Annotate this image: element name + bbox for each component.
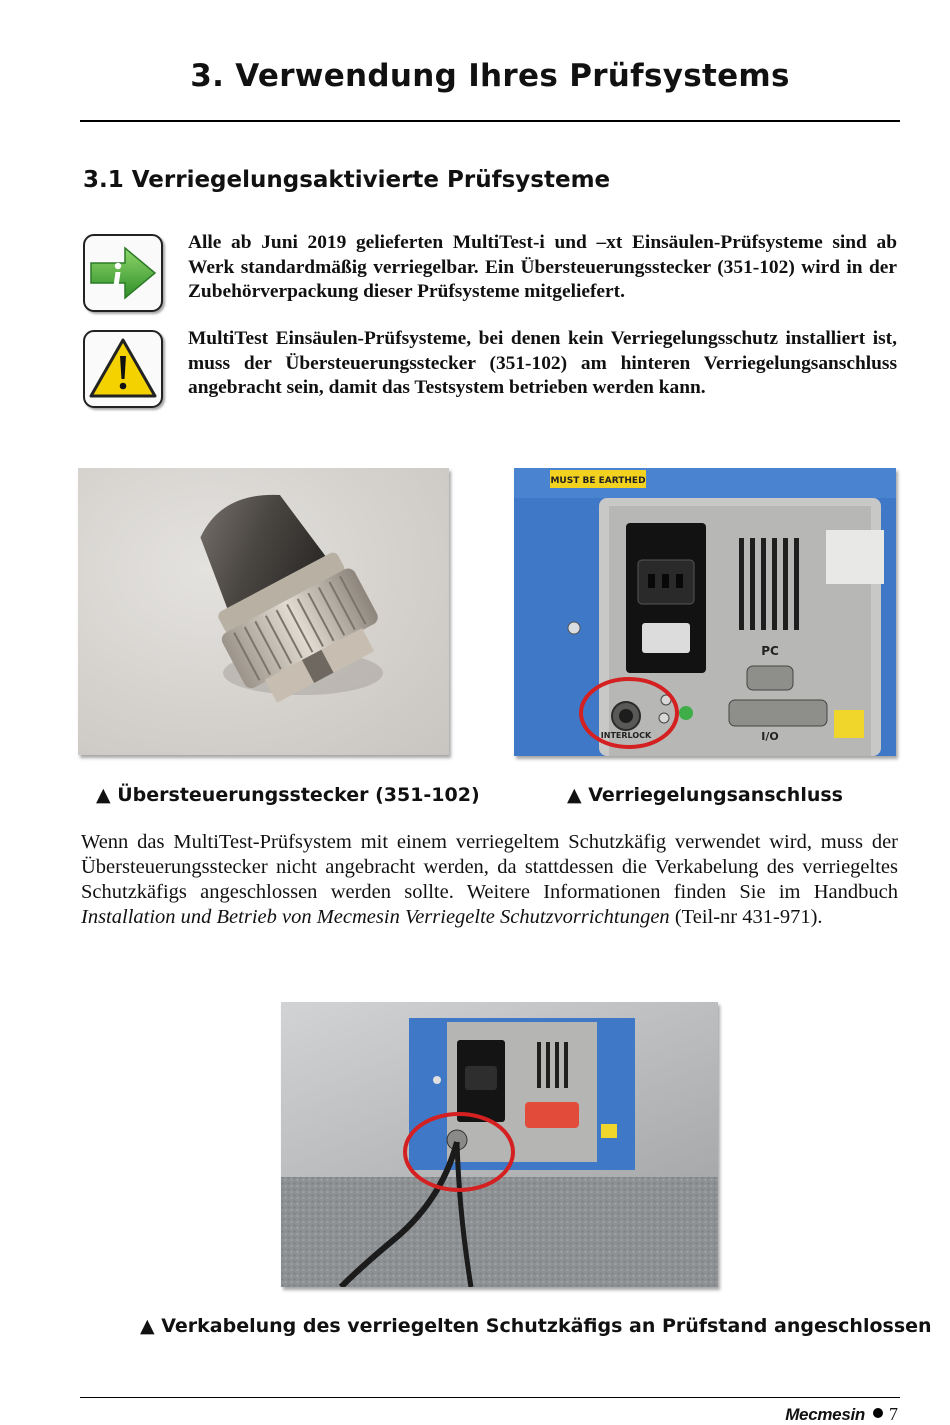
cabling-caption: ▲ Verkabelung des verriegelten Schutzkäfigs an Prüfstand angeschlossen xyxy=(140,1315,932,1337)
body-text-after: (Teil-nr 431-971). xyxy=(669,906,823,928)
footer-bullet-icon xyxy=(873,1408,883,1418)
pc-port-label: PC xyxy=(761,644,779,658)
page-number: 7 xyxy=(889,1404,898,1424)
interlock-port-label: INTERLOCK xyxy=(600,731,652,740)
manual-title: Installation und Betrieb von Mecmesin Verriegelte Schutzvorrichtungen xyxy=(81,906,670,928)
footer-brand-logo: Mecmesin xyxy=(785,1405,865,1424)
interlock-port-caption: ▲ Verriegelungsanschluss xyxy=(567,784,843,806)
warning-icon xyxy=(83,330,163,408)
must-be-earthed-label: MUST BE EARTHED xyxy=(550,476,646,486)
title-divider xyxy=(80,120,900,122)
chapter-title: 3. Verwendung Ihres Prüfsystems xyxy=(190,58,790,94)
cabling-connected-photo xyxy=(281,1002,718,1287)
info-arrow-icon xyxy=(83,234,163,312)
footer-divider xyxy=(80,1397,900,1398)
info-notice-text: Alle ab Juni 2019 gelieferten MultiTest-i und –xt Einsäulen-Prüfsysteme sind ab Werk standardmäßig verriegelbar. Ein Übersteuerungsstecker (351-102) wird in der Zubehörverpackung dieser Prüfsysteme mitgeliefert. xyxy=(188,232,897,302)
override-plug-caption: ▲ Übersteuerungsstecker (351-102) xyxy=(96,784,480,806)
warning-notice-text: MultiTest Einsäulen-Prüfsysteme, bei denen kein Verriegelungsschutz installiert ist, muss der Übersteuerungsstecker (351-102) am hinteren Verriegelungsanschluss angebracht sein, damit das Testsystem betrieben werden kann. xyxy=(188,328,897,398)
io-port-label: I/O xyxy=(761,730,779,743)
override-plug-photo xyxy=(78,468,449,755)
body-text-before: Wenn das MultiTest-Prüfsystem mit einem verriegeltem Schutzkäfig verwendet wird, muss der Übersteuerungsstecker nicht angebracht werden, da stattdessen die Verkabelung des verriegeltes Schutzkäfigs angeschlossen werden sollte. Weitere Informationen finden Sie im Handbuch xyxy=(81,831,898,903)
body-paragraph xyxy=(81,830,898,930)
interlock-port-photo xyxy=(514,468,896,756)
page-footer xyxy=(785,1404,898,1425)
section-heading: 3.1 Verriegelungsaktivierte Prüfsysteme xyxy=(83,167,611,193)
